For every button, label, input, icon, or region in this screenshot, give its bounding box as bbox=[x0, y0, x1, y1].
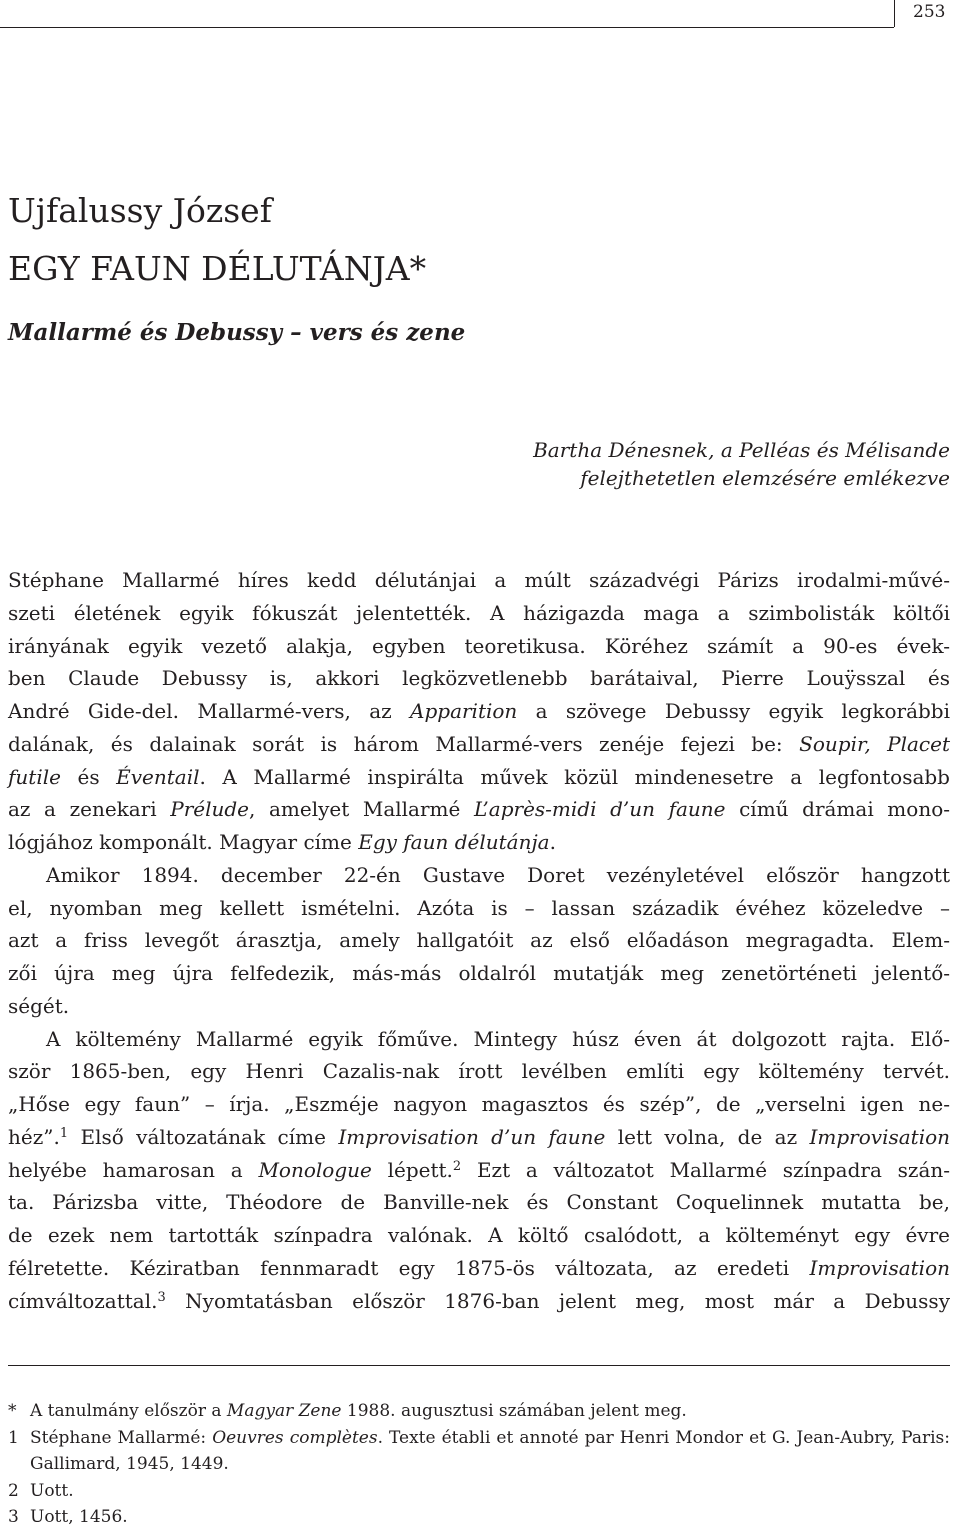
article-title: EGY FAUN DÉLUTÁNJA* bbox=[8, 249, 427, 288]
text-run: lépett. bbox=[371, 1157, 453, 1182]
body-line bbox=[8, 1154, 950, 1187]
header-rule bbox=[0, 27, 894, 28]
footnote-line: Gallimard, 1945, 1449. bbox=[30, 1454, 229, 1474]
footnote-text bbox=[30, 1425, 950, 1478]
work-title: Soupir, Placet bbox=[799, 731, 950, 756]
footnote-mark: * bbox=[8, 1401, 17, 1421]
text-run: 1988. augusztusi számában jelent meg. bbox=[341, 1401, 687, 1421]
body-line bbox=[8, 1121, 950, 1154]
footnotes bbox=[8, 1398, 950, 1531]
body-line: zői újra meg újra felfedezik, más-más oldalról mutatják meg zenetörténeti jelentő- bbox=[8, 961, 950, 985]
text-run: a szövege Debussy egyik legkorábbi bbox=[517, 699, 950, 723]
text-run: . Texte établi et annoté par Henri Mondor et G. Jean-Aubry, Paris: bbox=[377, 1427, 950, 1448]
work-title: Improvisation bbox=[809, 1124, 951, 1149]
text-run: André Gide-del. Mallarmé-vers, az bbox=[8, 699, 411, 723]
dedication bbox=[533, 436, 950, 492]
work-title: Prélude bbox=[170, 797, 250, 822]
body-line: ta. Párizsba vitte, Théodore de Banville-nek és Constant Coquelinnek mutatta be, bbox=[8, 1190, 950, 1215]
text-run: félretette. Kéziratban fennmaradt egy 1875-ös változata, az eredeti bbox=[8, 1255, 810, 1280]
body-line: „Hőse egy faun” – írja. „Eszméje nagyon magasztos és szép”, de „verselni igen ne- bbox=[8, 1092, 950, 1116]
footnote-line bbox=[30, 1425, 950, 1452]
work-title: L’après-midi d’un faune bbox=[473, 797, 726, 822]
footnote-mark: 2 bbox=[8, 1480, 19, 1501]
work-title: Magyar Zene bbox=[226, 1401, 342, 1421]
body-line: el, nyomban meg kellett ismételni. Azóta is – lassan századik évéhez közeledve – bbox=[8, 895, 950, 920]
text-run: Nyomtatásban először 1876-ban jelent meg, most már a Debussy bbox=[165, 1288, 950, 1313]
footnote-text: Uott. bbox=[30, 1480, 74, 1501]
body-line: irányának egyik vezető alakja, egyben teoretikusa. Köréhez számít a 90-es évek- bbox=[8, 633, 950, 658]
dedication-line: felejthetetlen elemzésére emlékezve bbox=[580, 466, 950, 490]
body-line: ször 1865-ben, egy Henri Cazalis-nak írott levélben említi egy költemény tervét. bbox=[8, 1059, 950, 1084]
footnote-ref[interactable]: 1 bbox=[59, 1125, 69, 1141]
footnote-ref[interactable]: 3 bbox=[157, 1289, 166, 1305]
text-run: . bbox=[549, 830, 556, 854]
article-author: Ujfalussy József bbox=[8, 191, 272, 230]
work-title: Apparition bbox=[410, 699, 518, 723]
dedication-line: Bartha Dénesnek, a Pelléas és Mélisande bbox=[533, 438, 950, 462]
text-run: helyébe hamarosan a bbox=[8, 1157, 259, 1182]
text-run: című drámai mono- bbox=[725, 797, 950, 822]
footnote bbox=[8, 1478, 950, 1505]
work-title: Oeuvres complètes bbox=[212, 1427, 378, 1448]
text-run: és bbox=[60, 764, 117, 789]
body-text bbox=[8, 564, 950, 1317]
body-line bbox=[8, 728, 950, 761]
body-line: Stéphane Mallarmé híres kedd délutánjai a múlt századvégi Párizs irodalmi-művé- bbox=[8, 568, 950, 592]
body-line: A költemény Mallarmé egyik főműve. Mintegy húsz éven át dolgozott rajta. Elő- bbox=[46, 1026, 950, 1051]
body-line bbox=[8, 761, 950, 794]
footnote-text bbox=[30, 1398, 950, 1425]
text-run: , amelyet Mallarmé bbox=[249, 797, 474, 822]
text-run: dalának, és dalainak sorát is három Mallarmé-vers zenéje fejezi be: bbox=[8, 731, 800, 756]
body-line bbox=[8, 1285, 950, 1318]
footnote bbox=[8, 1398, 950, 1425]
text-run: . A Mallarmé inspirálta művek közül mindenesetre a legfontosabb bbox=[199, 764, 950, 789]
body-line: ben Claude Debussy is, akkori legközvetlenebb barátaival, Pierre Louÿsszal és bbox=[8, 666, 950, 691]
body-line: ségét. bbox=[8, 993, 70, 1018]
body-line bbox=[8, 793, 950, 826]
footnote bbox=[8, 1504, 950, 1531]
article-subtitle: Mallarmé és Debussy – vers és zene bbox=[8, 319, 466, 346]
body-line bbox=[8, 1252, 950, 1285]
footnote bbox=[8, 1425, 950, 1478]
body-line: Amikor 1894. december 22-én Gustave Doret vezényletével először hangzott bbox=[46, 862, 950, 887]
body-line: azt a friss levegőt árasztja, amely hallgatóit az első előadáson megragadta. Elem- bbox=[8, 928, 950, 953]
body-line: szeti életének egyik fókuszát jelentették. A házigazda maga a szimbolisták költői bbox=[8, 600, 950, 625]
text-run: lett volna, de az bbox=[605, 1124, 810, 1149]
footnote-mark: 3 bbox=[8, 1507, 19, 1527]
text-run: címváltozattal. bbox=[8, 1288, 158, 1313]
footnote-rule bbox=[8, 1365, 950, 1366]
work-title: Monologue bbox=[258, 1157, 372, 1182]
body-line bbox=[8, 826, 950, 859]
work-title: futile bbox=[8, 764, 61, 789]
text-run: héz”. bbox=[8, 1124, 60, 1149]
footnote-text: Uott, 1456. bbox=[30, 1507, 128, 1527]
work-title: Egy faun délutánja bbox=[358, 830, 550, 854]
footnote-ref[interactable]: 2 bbox=[452, 1158, 462, 1174]
page-number: 253 bbox=[913, 2, 946, 22]
body-line bbox=[8, 695, 950, 728]
work-title: Éventail bbox=[116, 764, 200, 789]
text-run: Stéphane Mallarmé: bbox=[30, 1427, 213, 1448]
text-run: lógjához komponált. Magyar címe bbox=[8, 830, 359, 854]
work-title: Improvisation bbox=[809, 1255, 950, 1280]
text-run: az a zenekari bbox=[8, 797, 171, 822]
work-title: Improvisation d’un faune bbox=[338, 1124, 606, 1149]
text-run: Első változatának címe bbox=[68, 1124, 339, 1149]
text-run: A tanulmány először a bbox=[30, 1401, 227, 1421]
body-line: de ezek nem tartották színpadra valónak. A költő csalódott, a költeményt egy évre bbox=[8, 1223, 950, 1247]
text-run: Ezt a változatot Mallarmé színpadra szán- bbox=[461, 1157, 951, 1182]
footnote-mark: 1 bbox=[8, 1427, 19, 1448]
